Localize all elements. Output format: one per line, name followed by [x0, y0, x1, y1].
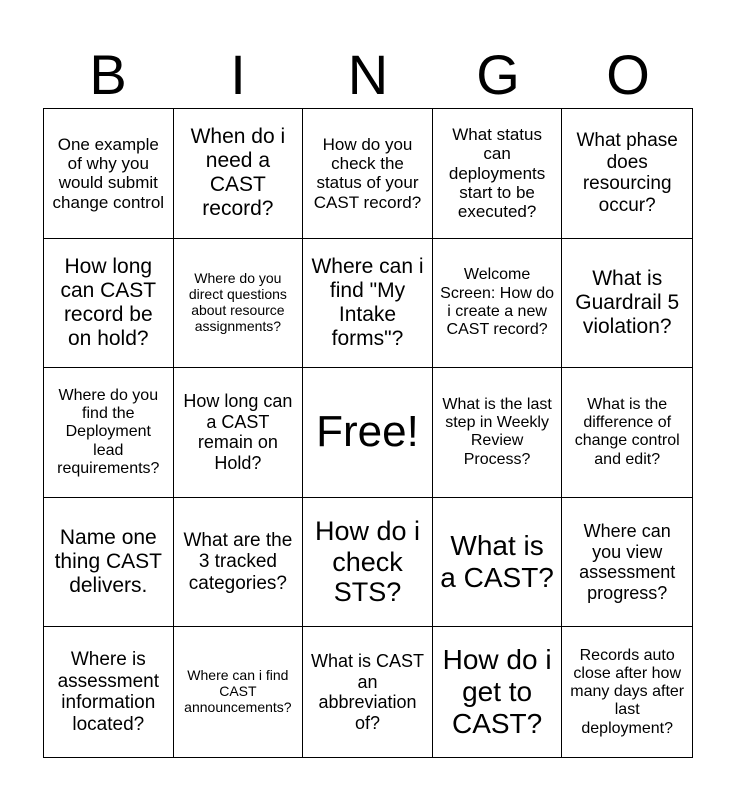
cell-text: What is the difference of change control and edit? — [574, 396, 680, 468]
bingo-cell[interactable] — [303, 109, 433, 239]
cell-text: What are the 3 tracked categories? — [183, 529, 293, 594]
cell-text: How do you check the status of your CAST record? — [313, 134, 422, 212]
cell-text: When do i need a CAST record? — [190, 125, 286, 221]
bingo-cell[interactable] — [433, 627, 563, 757]
bingo-cell[interactable] — [562, 109, 692, 239]
bingo-cell[interactable] — [433, 368, 563, 498]
cell-text: How long can CAST record be on hold? — [60, 255, 157, 350]
bingo-cell[interactable] — [44, 239, 174, 369]
cell-text: Where can i find "My Intake forms"? — [311, 255, 424, 350]
cell-text: What is the last step in Weekly Review Process? — [442, 396, 552, 468]
cell-text: Where can i find CAST announcements? — [184, 667, 292, 716]
bingo-cell[interactable] — [44, 109, 174, 239]
bingo-cell[interactable] — [303, 498, 433, 628]
cell-text: Records auto close after how many days after last deployment? — [570, 646, 685, 737]
bingo-cell[interactable] — [433, 498, 563, 628]
bingo-cell[interactable] — [303, 627, 433, 757]
bingo-cell[interactable] — [44, 498, 174, 628]
header-letter-o: O — [606, 43, 650, 106]
bingo-grid — [43, 108, 693, 758]
cell-text: How long can a CAST remain on Hold? — [183, 391, 293, 473]
cell-text: Welcome Screen: How do i create a new CAST record? — [440, 266, 555, 339]
cell-text: What is CAST an abbreviation of? — [310, 651, 424, 733]
header-letter-i: I — [230, 43, 246, 106]
cell-text: Where can you view assessment progress? — [579, 521, 676, 603]
bingo-cell[interactable] — [174, 627, 304, 757]
bingo-cell[interactable] — [174, 498, 304, 628]
header-letter-n: N — [347, 43, 389, 106]
cell-text: Name one thing CAST delivers. — [54, 526, 162, 598]
cell-text: Where is assessment information located? — [57, 648, 159, 735]
cell-text: What status can deployments start to be executed? — [448, 124, 546, 222]
bingo-cell-free[interactable] — [303, 368, 433, 498]
cell-text: How do i get to CAST? — [442, 644, 552, 740]
cell-text: How do i check STS? — [314, 515, 421, 608]
cell-text: What is Guardrail 5 violation? — [575, 266, 680, 338]
bingo-cell[interactable] — [174, 239, 304, 369]
bingo-cell[interactable] — [562, 627, 692, 757]
bingo-cell[interactable] — [44, 627, 174, 757]
header-letter-g: G — [476, 43, 520, 106]
free-space-text: Free! — [316, 407, 419, 457]
bingo-cell[interactable] — [433, 239, 563, 369]
bingo-cell[interactable] — [562, 498, 692, 628]
bingo-cell[interactable] — [174, 368, 304, 498]
cell-text: One example of why you would submit change control — [52, 134, 165, 212]
header-letter-b: B — [89, 43, 127, 106]
bingo-cell[interactable] — [44, 368, 174, 498]
bingo-cell[interactable] — [174, 109, 304, 239]
cell-text: Where do you find the Deployment lead requirements? — [57, 386, 160, 477]
cell-text: What is a CAST? — [440, 530, 554, 594]
bingo-header — [43, 42, 693, 108]
bingo-cell[interactable] — [562, 239, 692, 369]
cell-text: What phase does resourcing occur? — [576, 129, 678, 216]
bingo-cell[interactable] — [303, 239, 433, 369]
bingo-cell[interactable] — [562, 368, 692, 498]
cell-text: Where do you direct questions about resource assignments? — [188, 269, 287, 334]
bingo-cell[interactable] — [433, 109, 563, 239]
